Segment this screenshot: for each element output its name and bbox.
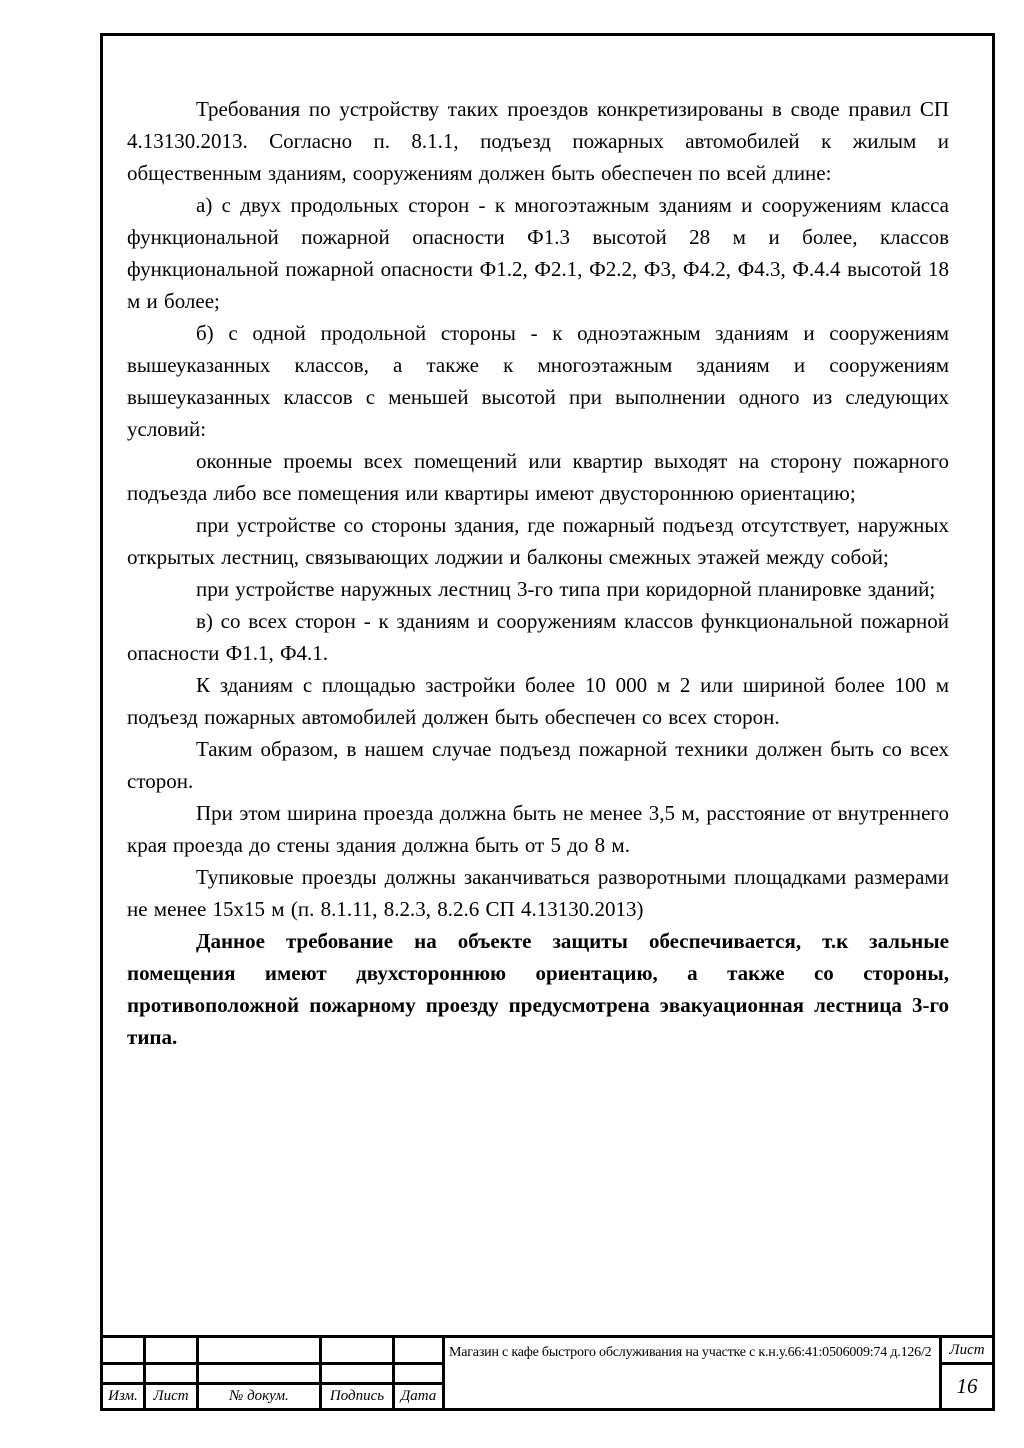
paragraph: К зданиям с площадью застройки более 10 000 м 2 или шириной более 100 м подъезд пожарных автомобилей должен быть обеспечен со всех сторон. [127,673,949,729]
paragraph: Тупиковые проезды должны заканчиваться разворотными площадками размерами не менее 15х15 м (п. 8.1.11, 8.2.3, 8.2.6 СП 4.13130.2013) [127,865,949,921]
titleblock-cell-empty [146,1365,196,1382]
paragraph: б) с одной продольной стороны - к одноэтажным зданиям и сооружениям вышеуказанных классов, а также к многоэтажным зданиям и сооружениям вышеуказанных классов с меньшей высотой при выполнении одного из следующих условий: [127,321,949,441]
titleblock-label-dokum: № докум. [199,1385,319,1408]
titleblock-label-data: Дата [395,1385,442,1408]
titleblock-cell-empty [146,1338,196,1362]
titleblock-cell-empty [322,1338,392,1362]
title-block-revision-grid [103,1338,445,1408]
paragraph: в) со всех сторон - к зданиям и сооружениям классов функциональной пожарной опасности Ф1.1, Ф4.1. [127,609,949,665]
page-frame [100,33,995,1411]
paragraph: Таким образом, в нашем случае подъезд пожарной техники должен быть со всех сторон. [127,737,949,793]
titleblock-cell-empty [103,1338,143,1362]
paragraph: а) с двух продольных сторон - к многоэтажным зданиям и сооружениям класса функциональной пожарной опасности Ф1.3 высотой 28 м и более, классов функциональной пожарной опасности Ф1.2, Ф2.1, Ф2.2, Ф3, Ф4.2, Ф4.3, Ф.4.4 высотой 18 м и более; [127,193,949,313]
titleblock-sheet-cell [939,1338,992,1408]
titleblock-cell-empty [199,1365,319,1382]
titleblock-cell-empty [103,1365,143,1382]
titleblock-cell-empty [395,1338,442,1362]
titleblock-cell-empty [322,1365,392,1382]
paragraph: при устройстве наружных лестниц 3-го типа при коридорной планировке зданий; [196,577,936,601]
titleblock-cell-empty [395,1365,442,1382]
titleblock-label-list: Лист [146,1385,196,1408]
titleblock-sheet-label: Лист [942,1338,992,1362]
titleblock-label-izm: Изм. [103,1385,143,1408]
titleblock-label-podpis: Подпись [322,1385,392,1408]
titleblock-project-title: Магазин с кафе быстрого обслуживания на участке с к.н.у.66:41:0506009:74 д.126/2 [445,1338,939,1408]
paragraph: Данное требование на объекте защиты обеспечивается, т.к зальные помещения имеют двухстороннюю ориентацию, а также со стороны, противоположной пожарному проезду предусмотрена эвакуационная лестница 3-го типа. [127,929,949,1049]
titleblock-cell-empty [199,1338,319,1362]
paragraph: оконные проемы всех помещений или квартир выходят на сторону пожарного подъезда либо все помещения или квартиры имеют двустороннюю ориентацию; [127,449,949,505]
paragraph: при устройстве со стороны здания, где пожарный подъезд отсутствует, наружных открытых лестниц, связывающих лоджии и балконы смежных этажей между собой; [127,513,949,569]
document-body [127,93,949,1053]
page-number: 16 [942,1365,992,1408]
paragraph: При этом ширина проезда должна быть не менее 3,5 м, расстояние от внутреннего края проезда до стены здания должна быть от 5 до 8 м. [127,801,949,857]
paragraph: Требования по устройству таких проездов конкретизированы в своде правил СП 4.13130.2013. Согласно п. 8.1.1, подъезд пожарных автомобилей к жилым и общественным зданиям, сооружениям должен быть обеспечен по всей длине: [127,97,949,185]
title-block [103,1335,992,1408]
